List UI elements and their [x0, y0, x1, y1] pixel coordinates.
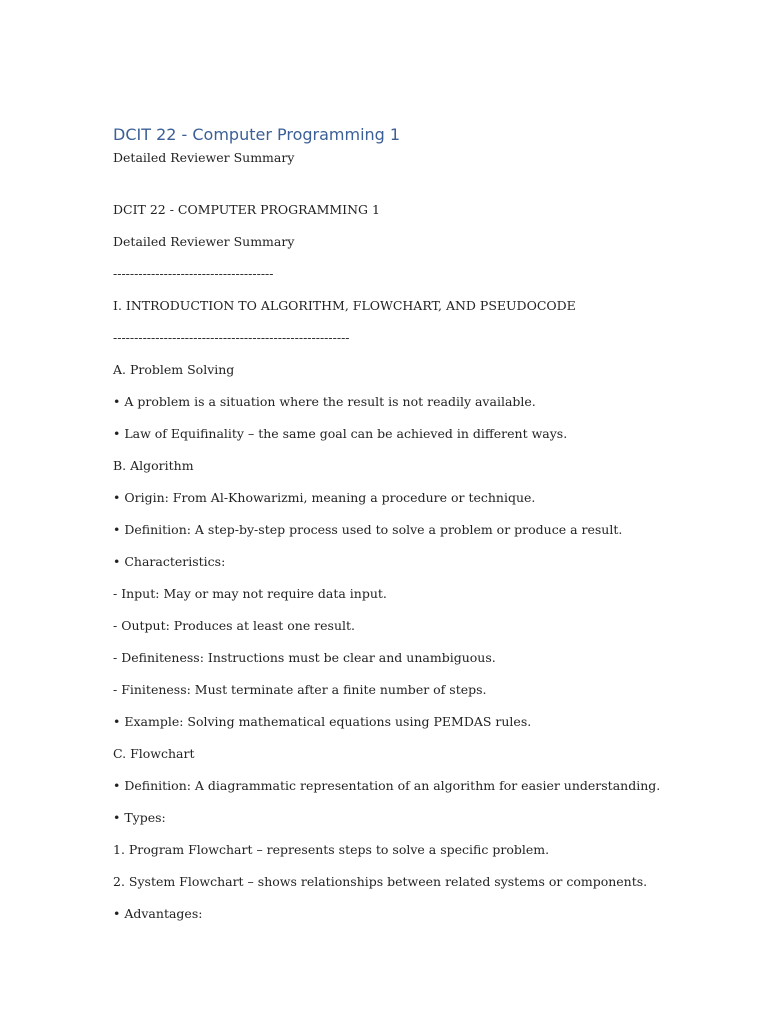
body-line: DCIT 22 - COMPUTER PROGRAMMING 1 [113, 202, 380, 217]
section-heading: I. INTRODUCTION TO ALGORITHM, FLOWCHART, AND PSEUDOCODE [113, 298, 576, 313]
bullet-line: • Definition: A step-by-step process used to solve a problem or produce a result. [113, 522, 623, 537]
dash-line: - Finiteness: Must terminate after a finite number of steps. [113, 682, 487, 697]
document-body [113, 201, 660, 937]
bullet-line: • Advantages: [113, 906, 203, 921]
separator-line: -------------------------------------- [113, 266, 274, 281]
subsection-heading: C. Flowchart [113, 746, 195, 761]
subsection-heading: A. Problem Solving [113, 362, 235, 377]
dash-line: - Input: May or may not require data input. [113, 586, 387, 601]
subsection-heading: B. Algorithm [113, 458, 194, 473]
bullet-line: • Origin: From Al-Khowarizmi, meaning a procedure or technique. [113, 490, 536, 505]
bullet-line: • Characteristics: [113, 554, 226, 569]
numbered-line: 1. Program Flowchart – represents steps to solve a specific problem. [113, 842, 550, 857]
document-subtitle: Detailed Reviewer Summary [113, 150, 295, 165]
bullet-line: • Definition: A diagrammatic representation of an algorithm for easier understanding. [113, 778, 661, 793]
bullet-line: • Types: [113, 810, 166, 825]
separator-line: -------------------------------------------------------- [113, 330, 350, 345]
dash-line: - Output: Produces at least one result. [113, 618, 356, 633]
numbered-line: 2. System Flowchart – shows relationships between related systems or components. [113, 874, 648, 889]
document-title: DCIT 22 - Computer Programming 1 [113, 125, 401, 144]
bullet-line: • Law of Equifinality – the same goal can be achieved in different ways. [113, 426, 568, 441]
bullet-line: • Example: Solving mathematical equations using PEMDAS rules. [113, 714, 532, 729]
dash-line: - Definiteness: Instructions must be clear and unambiguous. [113, 650, 496, 665]
body-line: Detailed Reviewer Summary [113, 234, 295, 249]
bullet-line: • A problem is a situation where the result is not readily available. [113, 394, 536, 409]
